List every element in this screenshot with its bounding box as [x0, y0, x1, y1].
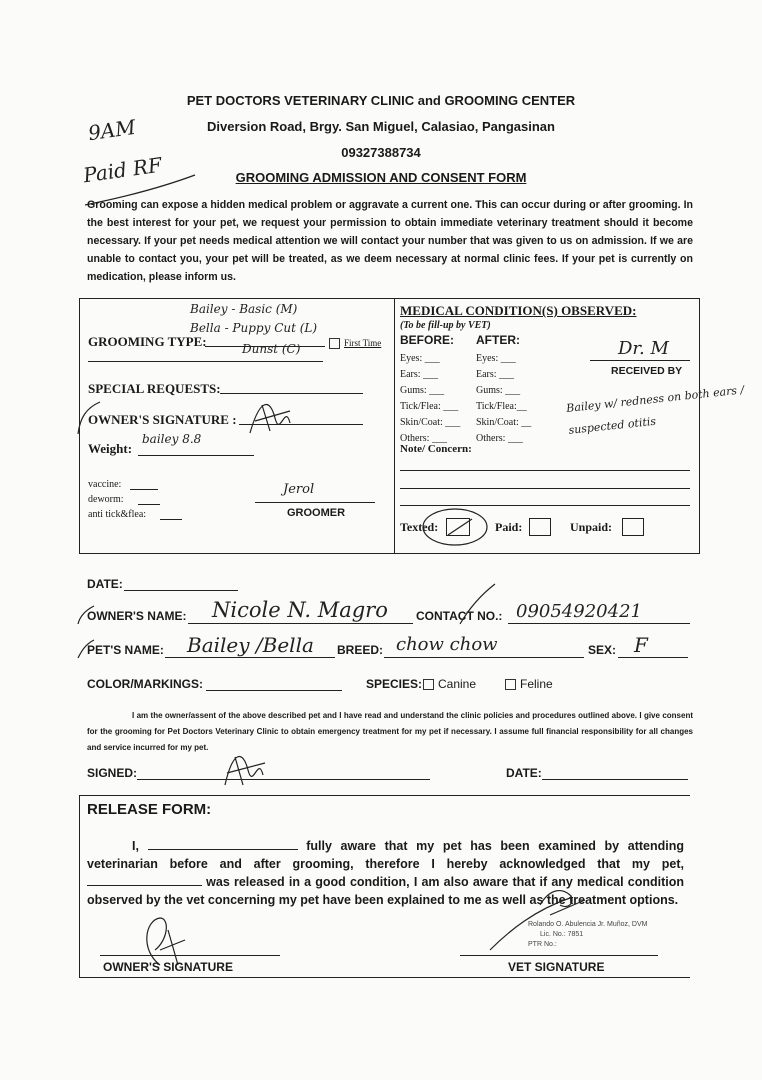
color-markings-label: COLOR/MARKINGS:: [87, 677, 203, 691]
sex-field[interactable]: [618, 657, 688, 658]
vet-signature-label: VET SIGNATURE: [508, 960, 605, 974]
before-item: Ears: ___: [400, 369, 439, 380]
release-text-2: fully aware that my pet has been examined by attending veterinarian before and after grooming, therefore I hereby acknowledged that my pet,: [87, 839, 684, 871]
after-label: AFTER:: [476, 333, 520, 347]
after-item: Gums: ___: [476, 385, 521, 396]
unpaid-checkbox[interactable]: [622, 518, 644, 536]
received-by-value: Dr. M: [618, 338, 669, 359]
deworm-label: deworm:: [88, 494, 124, 505]
clinic-name: PET DOCTORS VETERINARY CLINIC and GROOMING CENTER: [186, 93, 576, 108]
consent-paragraph: I am the owner/assent of the above described pet and I have read and understand the clinic policies and procedures outlined above. I give consent for the grooming for Pet Doctors Veterinary Clinic to obtain emergency treatment for my pet if necessary. I assume full financial responsibility for all changes and service incurred for my pet.: [87, 711, 693, 752]
feline-option[interactable]: [505, 677, 553, 691]
before-item: Others: ___: [400, 433, 447, 444]
date-label: DATE:: [87, 577, 123, 591]
owner-check-stroke: [74, 398, 104, 438]
clinic-address: Diversion Road, Brgy. San Miguel, Calasiao, Pangasinan: [207, 119, 555, 134]
first-time-checkbox[interactable]: [329, 338, 340, 349]
special-requests-label: SPECIAL REQUESTS:: [88, 381, 221, 396]
signed-field[interactable]: [137, 779, 430, 780]
medical-title: MEDICAL CONDITION(S) OBSERVED:: [400, 303, 637, 318]
weight-field[interactable]: [138, 455, 254, 456]
vet-signature-scribble: [480, 880, 590, 955]
before-label: BEFORE:: [400, 333, 454, 347]
breed-value: chow chow: [396, 634, 498, 655]
sex-value: F: [634, 633, 648, 657]
anti-tick-field[interactable]: [160, 519, 182, 520]
release-text-3: was released in a good condition, I am also aware that if any medical condition observed by the vet concerning my pet have been explained to me as well as the treatment options.: [87, 875, 684, 907]
grooming-type-value-2: Bella - Puppy Cut (L): [190, 321, 318, 335]
owner-release-signature-label: OWNER'S SIGNATURE: [103, 960, 233, 974]
form-title: GROOMING ADMISSION AND CONSENT FORM: [235, 170, 527, 185]
sex-label: SEX:: [588, 643, 617, 657]
after-items: [476, 351, 531, 447]
after-item: Others: ___: [476, 433, 523, 444]
release-pet-field[interactable]: [87, 874, 202, 886]
release-paragraph: [87, 837, 684, 909]
received-by-label: RECEIVED BY: [611, 365, 683, 377]
deworm-field[interactable]: [138, 504, 160, 505]
owner-name-label: OWNER'S NAME:: [87, 609, 187, 623]
before-item: Skin/Coat: ___: [400, 417, 461, 428]
signed-label: SIGNED:: [87, 766, 138, 780]
release-text-1: I,: [132, 839, 139, 853]
canine-option[interactable]: [423, 677, 476, 691]
grooming-type-label: GROOMING TYPE:: [88, 334, 207, 349]
note-line[interactable]: [400, 488, 690, 489]
feline-label: Feline: [520, 677, 553, 691]
weight-value: bailey 8.8: [142, 432, 202, 446]
vaccine-field[interactable]: [130, 489, 158, 490]
clinic-phone: 09327388734: [341, 145, 421, 160]
canine-checkbox[interactable]: [423, 679, 434, 690]
texted-circle-mark: [420, 505, 490, 550]
first-time-option[interactable]: [329, 338, 381, 349]
before-item: Eyes: ___: [400, 353, 440, 364]
signed-signature-scribble: [215, 745, 275, 790]
before-items: [400, 351, 460, 447]
groomer-label: GROOMER: [287, 507, 346, 519]
release-title: RELEASE FORM:: [87, 801, 212, 818]
grooming-type-underline-2: [88, 361, 323, 362]
groomer-line: [255, 502, 375, 503]
anti-tick-label: anti tick&flea:: [88, 509, 147, 520]
texted-label: Texted:: [400, 520, 439, 534]
note-line[interactable]: [400, 470, 690, 471]
date2-field[interactable]: [542, 779, 688, 780]
intro-paragraph: Grooming can expose a hidden medical problem or aggravate a current one. This can occur during or after grooming. In the best interest for your pet, we request your permission to obtain immediate veterinary treatment should it become necessary. If your pet needs medical attention we will contact your number that was given to us on admission. If we are unable to contact you, your pet will be treated, as we deem necessary at normal clinic fees. If your pet is currently on medication, please inform us.: [87, 199, 693, 283]
date2-label: DATE:: [506, 766, 542, 780]
owner-name-value: Nicole N. Magro: [212, 598, 388, 622]
owner-signature-scribble: [240, 393, 300, 438]
breed-label: BREED:: [337, 643, 384, 657]
paid-checkbox[interactable]: [529, 518, 551, 536]
vet-note-handwritten: Bailey w/ redness on both ears / suspected otitis: [565, 383, 745, 437]
vaccine-label: vaccine:: [88, 479, 122, 490]
contact-label: CONTACT NO.:: [416, 609, 503, 623]
weight-label: Weight:: [88, 441, 133, 456]
note-concern-label: Note/ Concern:: [400, 443, 472, 455]
vet-stamp-license: Lic. No.: 7851: [540, 931, 584, 938]
after-item: Eyes: ___: [476, 353, 516, 364]
after-item: Tick/Flea:__: [476, 401, 527, 412]
unpaid-label: Unpaid:: [570, 520, 613, 534]
feline-checkbox[interactable]: [505, 679, 516, 690]
contact-value: 09054920421: [516, 601, 642, 622]
after-item: Ears: ___: [476, 369, 515, 380]
vet-signature-line[interactable]: [460, 955, 658, 956]
paid-label: Paid:: [495, 520, 523, 534]
pet-name-value: Bailey /Bella: [187, 633, 314, 657]
grooming-type-value-3: Dunst (C): [242, 342, 301, 356]
color-markings-field[interactable]: [206, 690, 342, 691]
grooming-type-value-1: Bailey - Basic (M): [190, 302, 298, 316]
release-name-field[interactable]: [148, 838, 298, 850]
species-label: SPECIES:: [366, 677, 423, 691]
vet-stamp-ptr: PTR No.:: [528, 941, 557, 948]
groomer-value: Jerol: [283, 482, 315, 497]
before-item: Tick/Flea: ___: [400, 401, 459, 412]
details-check-strokes: [70, 582, 503, 662]
contact-field[interactable]: [508, 623, 690, 624]
medical-subtitle: (To be fill-up by VET): [400, 320, 491, 331]
owner-signature-label: OWNER'S SIGNATURE :: [88, 412, 237, 427]
pet-name-label: PET'S NAME:: [87, 643, 164, 657]
before-item: Gums: ___: [400, 385, 445, 396]
owner-release-signature-line[interactable]: [100, 955, 280, 956]
after-item: Skin/Coat: __: [476, 417, 532, 428]
received-by-line: [590, 360, 690, 361]
canine-label: Canine: [438, 677, 477, 691]
margin-note-paid: Paid RF: [81, 152, 164, 188]
vet-stamp-name: Rolando O. Abulencia Jr. Muñoz, DVM: [528, 921, 648, 928]
margin-note-time: 9AM: [86, 114, 138, 146]
first-time-label: First Time: [344, 338, 382, 348]
